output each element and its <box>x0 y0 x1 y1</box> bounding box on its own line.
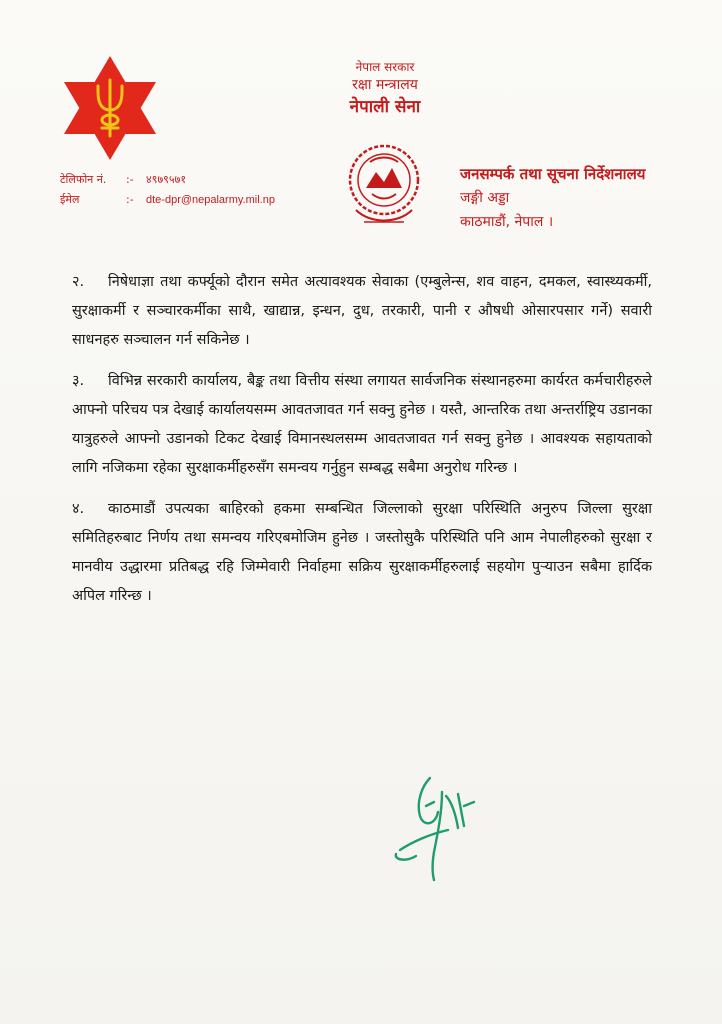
paragraph-2 <box>72 268 652 355</box>
paragraph-number: ४. <box>72 501 85 517</box>
phone-row <box>60 170 275 190</box>
email-label: ईमेल <box>60 193 80 206</box>
paragraph-text: विभिन्न सरकारी कार्यालय, बैङ्क तथा वित्तीय संस्था लगायत सार्वजनिक संस्थानहरुमा कार्यरत कर्मचारीहरुले आफ्नो परिचय पत्र देखाई कार्यालयसम्म आवतजावत गर्न सक्नु हुनेछ । यस्तै, आन्तरिक तथा अन्तर्राष्ट्रिय उडानका यात्रुहरुले आफ्नो उडानको टिकट देखाई विमानस्थलसम्म आवतजावत गर्न सक्नु हुनेछ । आवश्यक सहायताको लागि नजिकमा रहेका सुरक्षाकर्मीहरुसँग समन्वय गर्नुहुन सम्बद्ध सबैमा अनुरोध गरिन्छ । <box>72 373 652 476</box>
department-address <box>460 162 645 234</box>
email-separator: :- <box>126 193 134 206</box>
department-line-city: काठमाडौं, नेपाल । <box>460 214 554 230</box>
government-header <box>300 60 470 119</box>
phone-value: ४९७९५७१ <box>146 174 187 186</box>
department-title: जनसम्पर्क तथा सूचना निर्देशनालय <box>460 165 646 183</box>
gov-line-nepal-army: नेपाली सेना <box>349 97 421 117</box>
nepal-army-emblem-icon <box>64 56 156 160</box>
paragraph-3 <box>72 367 652 483</box>
signature-icon <box>386 772 496 882</box>
paragraph-4 <box>72 495 652 611</box>
phone-label: टेलिफोन नं. <box>60 173 107 186</box>
email-value: dte-dpr@nepalarmy.mil.np <box>146 194 275 206</box>
gov-line-nepal-government: नेपाल सरकार <box>355 60 415 74</box>
department-line-hq: जङ्गी अड्डा <box>460 190 510 206</box>
paragraph-text: काठमाडौं उपत्यका बाहिरको हकमा सम्बन्धित जिल्लाको सुरक्षा परिस्थिति अनुरुप जिल्ला सुरक्षा समितिहरुबाट निर्णय तथा समन्वय गरिएबमोजिम हुनेछ । जस्तोसुकै परिस्थिति पनि आम नेपालीहरुको सुरक्षा र मानवीय उद्धारमा प्रतिबद्ध रहि जिम्मेवारी निर्वाहमा सक्रिय सुरक्षाकर्मीहरुलाई सहयोग पुऱ्याउन सबैमा हार्दिक अपिल गरिन्छ । <box>72 501 652 604</box>
paragraph-text: निषेधाज्ञा तथा कर्फ्यूको दौरान समेत अत्यावश्यक सेवाका (एम्बुलेन्स, शव वाहन, दमकल, स्वास्थ्यकर्मी, सुरक्षाकर्मी र सञ्चारकर्मीका साथै, खाद्यान्न, इन्धन, दुध, तरकारी, पानी र औषधी ओसारपसार गर्ने) सवारी साधनहरु सञ्चालन गर्न सकिनेछ । <box>72 274 652 348</box>
gov-line-defence-ministry: रक्षा मन्त्रालय <box>352 77 418 93</box>
directorate-seal-icon <box>336 140 432 236</box>
paragraph-number: ३. <box>72 373 85 389</box>
email-row <box>60 190 275 210</box>
phone-separator: :- <box>126 173 134 186</box>
contact-info <box>60 170 275 210</box>
paragraph-number: २. <box>72 274 85 290</box>
letter-body <box>72 268 652 623</box>
